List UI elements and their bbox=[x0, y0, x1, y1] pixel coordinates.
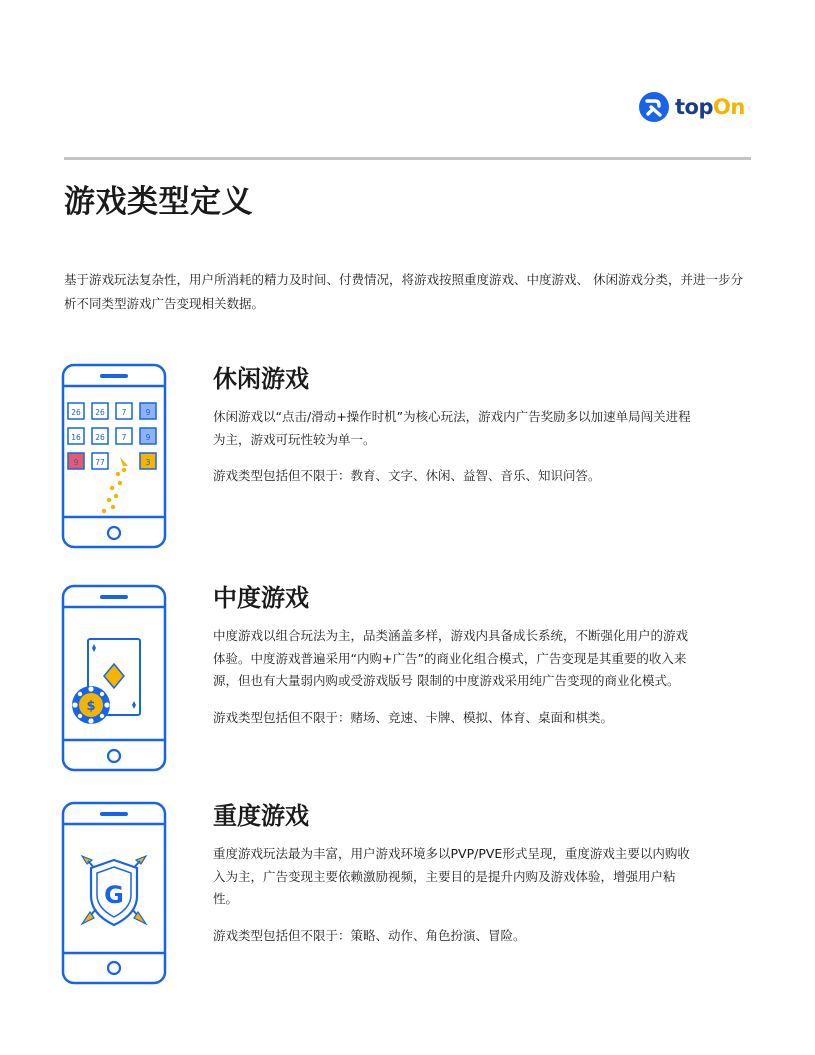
grid-cell: 9 bbox=[73, 458, 79, 467]
grid-cell: 3 bbox=[145, 458, 151, 467]
section-description: 重度游戏玩法最为丰富，用户游戏环境多以PVP/PVE形式呈现，重度游戏主要以内购收入为主，广告变现主要依赖激励视频，主要目的是提升内购及游戏体验，增强用户粘性。 bbox=[213, 846, 690, 906]
shield-emblem-icon bbox=[82, 856, 146, 925]
header-divider bbox=[64, 157, 751, 160]
section-title: 重度游戏 bbox=[213, 802, 309, 830]
section-types: 游戏类型包括但不限于：教育、文字、休闲、益智、音乐、知识问答。 bbox=[213, 468, 601, 483]
section-description: 休闲游戏以“点击/滑动+操作时机”为核心玩法，游戏内广告奖励多以加速单局闯关进程为主，游戏可玩性较为单一。 bbox=[213, 409, 691, 447]
grid-cell: 16 bbox=[71, 433, 81, 442]
emblem-letter: G bbox=[104, 881, 124, 909]
grid-cell: 7 bbox=[121, 408, 127, 417]
grid-cell: 9 bbox=[145, 408, 151, 417]
phone-puzzle-grid-icon bbox=[60, 362, 172, 550]
section-types: 游戏类型包括但不限于：赌场、竞速、卡牌、模拟、体育、桌面和棋类。 bbox=[213, 709, 614, 725]
section-description: 中度游戏以组合玩法为主，品类涵盖多样，游戏内具备成长系统，不断强化用户的游戏体验。中度游戏普遍采用“内购+广告”的商业化组合模式，广告变现是其重要的收入来源，但也有大量弱内购或受游戏版号 限制的中度游戏采用纯广告变现的商业化模式。 bbox=[213, 628, 689, 688]
section-title: 休闲游戏 bbox=[213, 365, 309, 393]
phone-shield-emblem-icon bbox=[60, 800, 172, 986]
page-title: 游戏类型定义 bbox=[64, 184, 253, 220]
topon-logo-mark-icon bbox=[638, 91, 670, 123]
grid-cell: 26 bbox=[71, 408, 81, 417]
logo-word-on: On bbox=[713, 95, 745, 119]
grid-cell: 9 bbox=[145, 433, 151, 442]
casino-chip-icon bbox=[72, 686, 110, 724]
phone-card-chip-icon bbox=[60, 583, 172, 773]
topon-logo bbox=[638, 90, 745, 124]
grid-cell: 7 bbox=[121, 433, 127, 442]
grid-cell: 26 bbox=[95, 433, 105, 442]
grid-cell: 26 bbox=[95, 408, 105, 417]
grid-cell: 77 bbox=[95, 458, 105, 467]
logo-word-top: top bbox=[675, 95, 713, 119]
chip-dollar-symbol: $ bbox=[86, 699, 96, 714]
section-types: 游戏类型包括但不限于：策略、动作、角色扮演、冒险。 bbox=[213, 927, 526, 943]
section-title: 中度游戏 bbox=[213, 584, 309, 612]
intro-paragraph: 基于游戏玩法复杂性，用户所消耗的精力及时间、付费情况，将游戏按照重度游戏、中度游戏、 休闲游戏分类，并进一步分析不同类型游戏广告变现相关数据。 bbox=[64, 272, 743, 311]
topon-logo-text bbox=[675, 95, 745, 119]
